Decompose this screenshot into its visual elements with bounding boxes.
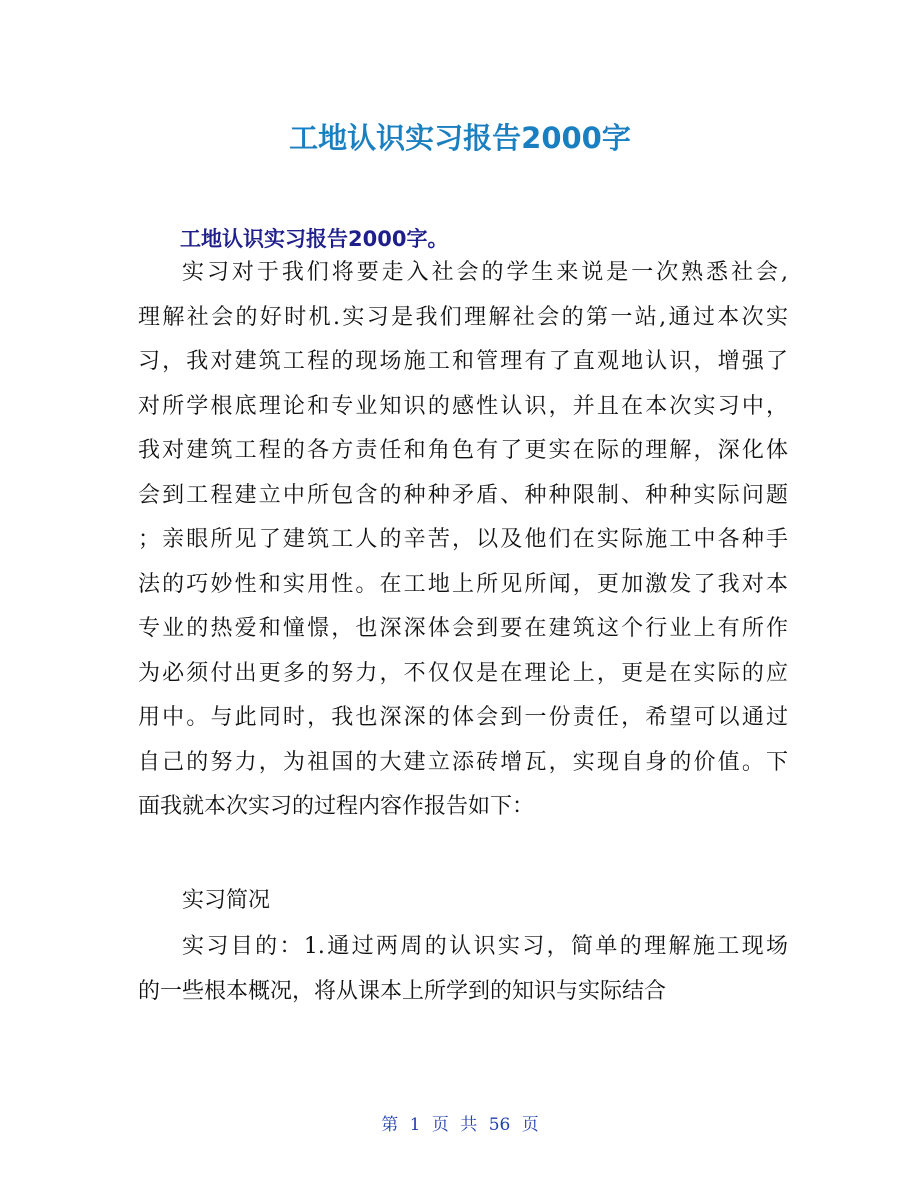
text-line: 我对建筑工程的各方责任和角色有了更实在际的理解，深化体 [138,438,788,463]
document-title: 工地认识实习报告2000字 [289,121,631,155]
text-line: 会到工程建立中所包含的种种矛盾、种种限制、种种实际问题 [138,482,788,508]
paragraph-section-heading [138,879,788,924]
section-heading-internship-overview: 实习简况 [182,888,271,913]
text-line: ；亲眼所见了建筑工人的辛苦，以及他们在实际施工中各种手 [138,527,788,552]
paragraph-purpose [138,925,788,1014]
text-line: 自己的努力，为祖国的大建立添砖增瓦，实现自身的价值。下 [138,749,788,775]
text-line: 为必须付出更多的努力，不仅仅是在理论上，更是在实际的应 [138,660,788,686]
text-line: 理解社会的好时机.实习是我们理解社会的第一站,通过本次实 [138,304,788,330]
text-line: 用中。与此同时，我也深深的体会到一份责任，希望可以通过 [138,705,788,730]
text-line: 习，我对建筑工程的现场施工和管理有了直观地认识，增强了 [138,349,788,374]
document-subtitle: 工地认识实习报告2000字。 [180,227,449,251]
text-line: 对所学根底理论和专业知识的感性认识，并且在本次实习中， [138,393,788,419]
text-line: 的一些根本概况，将从课本上所学到的知识与实际结合 [138,978,667,1004]
text-line: 实习对于我们将要走入社会的学生来说是一次熟悉社会, [182,260,788,285]
text-line: 专业的热爱和憧憬，也深深体会到要在建筑这个行业上有所作 [138,616,788,641]
text-line: 法的巧妙性和实用性。在工地上所见所闻，更加激发了我对本 [138,571,788,597]
text-line: 面我就本次实习的过程内容作报告如下： [138,794,535,819]
text-line: 实习目的：1.通过两周的认识实习，简单的理解施工现场 [182,934,788,959]
page-number-footer: 第 1 页 共 56 页 [381,1115,539,1135]
paragraph-intro [138,251,788,830]
